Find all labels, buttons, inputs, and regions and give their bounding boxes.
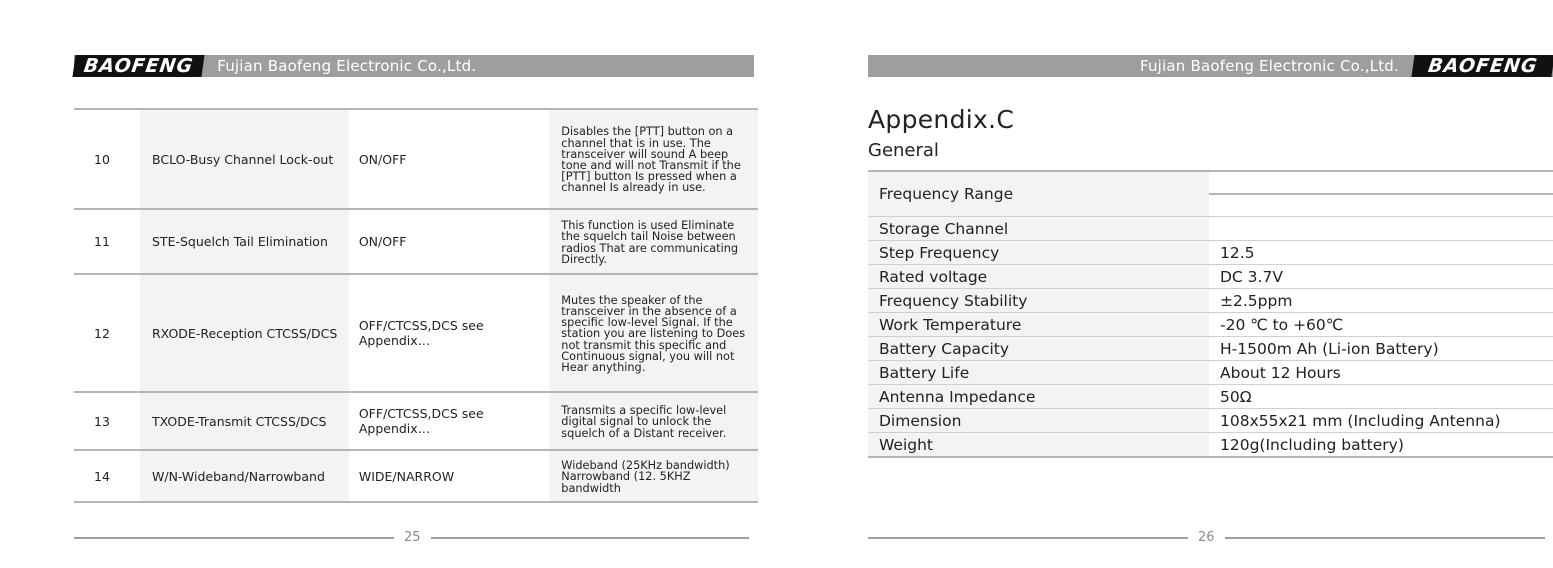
spec-row (868, 385, 1553, 409)
function-description: Disables the [PTT] button on a channel that is in use. The transceiver will sound A beep tone and will not Transmit if the [PTT] button Is pressed when a channel Is already in use. (549, 109, 758, 209)
spec-key: Antenna Impedance (868, 385, 1209, 409)
spec-key: Weight (868, 433, 1209, 458)
spec-row (868, 361, 1553, 385)
row-number: 12 (74, 274, 140, 392)
spec-value: 50Ω (1209, 385, 1553, 409)
appendix-title: Appendix.C (868, 105, 1015, 134)
spec-row (868, 265, 1553, 289)
footer-rule (74, 537, 394, 539)
table-row (74, 209, 758, 274)
spec-value: DC 3.7V (1209, 265, 1553, 289)
spec-value: About 12 Hours (1209, 361, 1553, 385)
function-option: OFF/CTCSS,DCS see Appendix… (349, 274, 549, 392)
spec-value (1209, 171, 1553, 217)
table-row (74, 274, 758, 392)
function-table (74, 108, 758, 503)
table-row (74, 392, 758, 450)
brand-logo: BAOFENG (72, 55, 204, 77)
function-description: Transmits a specific low-level digital signal to unlock the squelch of a Distant receiver. (549, 392, 758, 450)
spec-value: 12.5 (1209, 241, 1553, 265)
spec-row (868, 241, 1553, 265)
company-name: Fujian Baofeng Electronic Co.,Ltd. (217, 57, 477, 75)
function-name: W/N-Wideband/Narrowband (140, 450, 349, 502)
row-number: 13 (74, 392, 140, 450)
spec-key: Step Frequency (868, 241, 1209, 265)
section-subtitle: General (868, 140, 939, 161)
page-number: 25 (404, 530, 421, 545)
spec-key: Dimension (868, 409, 1209, 433)
spec-key: Battery Life (868, 361, 1209, 385)
function-name: TXODE-Transmit CTCSS/DCS (140, 392, 349, 450)
spec-value: H-1500m Ah (Li-ion Battery) (1209, 337, 1553, 361)
table-row (74, 450, 758, 502)
function-description: This function is used Eliminate the squelch tail Noise between radios That are communicating Directly. (549, 209, 758, 274)
spec-key: Storage Channel (868, 217, 1209, 241)
spec-key: Frequency Range (868, 171, 1209, 217)
function-name: RXODE-Reception CTCSS/DCS (140, 274, 349, 392)
function-option: WIDE/NARROW (349, 450, 549, 502)
page-left (0, 0, 776, 568)
frequency-range-lines (1220, 172, 1553, 216)
page-right (776, 0, 1553, 568)
row-number: 10 (74, 109, 140, 209)
function-name: STE-Squelch Tail Elimination (140, 209, 349, 274)
spec-row (868, 433, 1553, 458)
spec-value: 120g(Including battery) (1209, 433, 1553, 458)
spec-value: ±2.5ppm (1209, 289, 1553, 313)
spec-key: Frequency Stability (868, 289, 1209, 313)
function-description: Wideband (25KHz bandwidth) Narrowband (12. 5KHZ bandwidth (549, 450, 758, 502)
footer-rule (431, 537, 749, 539)
spec-table (868, 170, 1553, 458)
spec-row (868, 313, 1553, 337)
page-number: 26 (1198, 530, 1215, 545)
spec-key: Work Temperature (868, 313, 1209, 337)
spec-value: -20 ℃ to +60℃ (1209, 313, 1553, 337)
function-option: OFF/CTCSS,DCS see Appendix… (349, 392, 549, 450)
spec-key: Battery Capacity (868, 337, 1209, 361)
table-row (74, 109, 758, 209)
company-name: Fujian Baofeng Electronic Co.,Ltd. (1139, 57, 1399, 75)
spec-row (868, 289, 1553, 313)
header-bar (74, 55, 754, 77)
spec-key: Rated voltage (868, 265, 1209, 289)
spec-row (868, 337, 1553, 361)
page-footer (868, 530, 1553, 545)
function-description: Mutes the speaker of the transceiver in the absence of a specific low-level Signal. If the station you are listening to Does not transmit this specific and Continuous signal, you will not Hear anything. (549, 274, 758, 392)
spec-row (868, 171, 1553, 217)
function-name: BCLO-Busy Channel Lock-out (140, 109, 349, 209)
footer-rule (1225, 537, 1545, 539)
page-footer (74, 530, 754, 545)
row-number: 11 (74, 209, 140, 274)
brand-logo: BAOFENG (1411, 55, 1553, 77)
row-number: 14 (74, 450, 140, 502)
spec-value (1209, 217, 1553, 241)
function-option: ON/OFF (349, 109, 549, 209)
header-bar (868, 55, 1553, 77)
function-option: ON/OFF (349, 209, 549, 274)
footer-rule (868, 537, 1188, 539)
spec-row (868, 409, 1553, 433)
spec-row (868, 217, 1553, 241)
spec-value: 108x55x21 mm (Including Antenna) (1209, 409, 1553, 433)
